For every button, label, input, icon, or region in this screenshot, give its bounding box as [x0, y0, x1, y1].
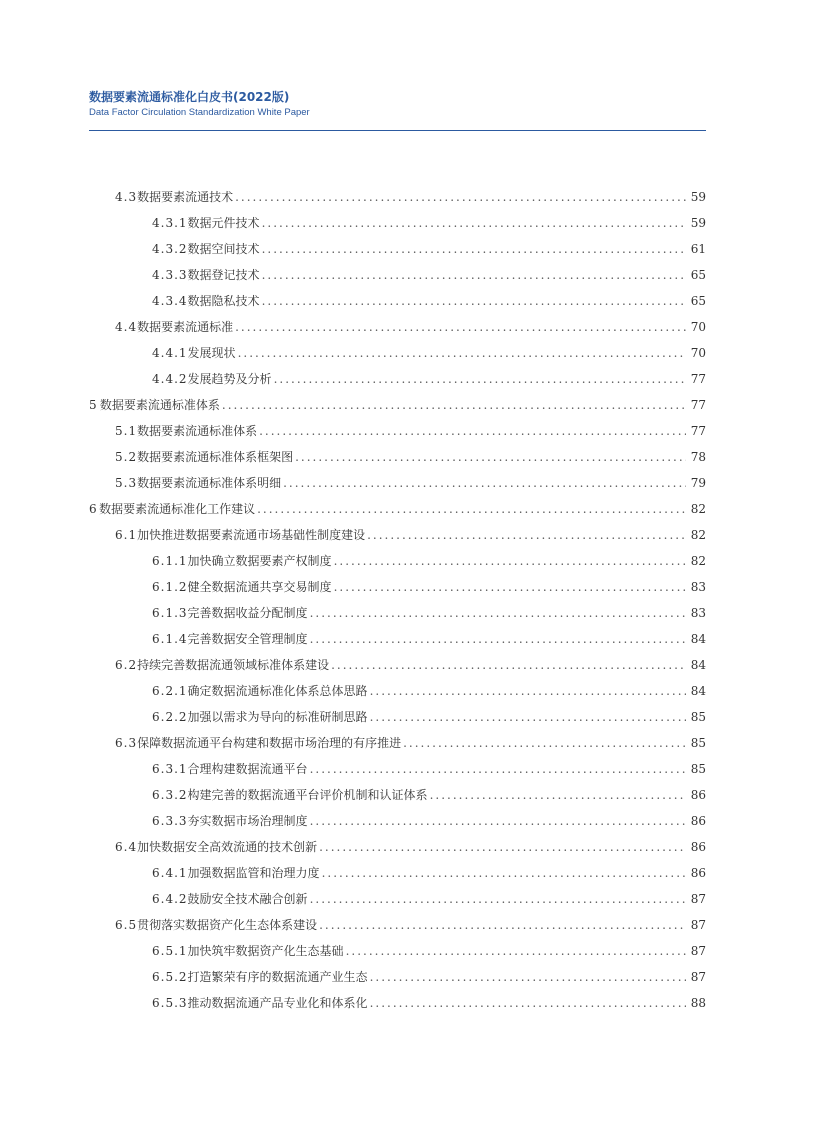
toc-entry[interactable] [89, 730, 706, 756]
toc-entry-title: 加快筑牢数据资产化生态基础 [187, 944, 344, 958]
toc-entry-title: 构建完善的数据流通平台评价机制和认证体系 [187, 788, 428, 802]
toc-entry-page: 86 [690, 866, 706, 880]
toc-entry-title: 数据要素流通标准体系 [137, 424, 258, 438]
toc-entry-page: 86 [690, 840, 706, 854]
toc-entry-title: 贯彻落实数据资产化生态体系建设 [137, 918, 318, 932]
toc-dot-leader [370, 964, 686, 990]
toc-entry-page: 77 [690, 424, 706, 438]
toc-entry-title: 加强以需求为导向的标准研制思路 [187, 710, 368, 724]
toc-dot-leader [319, 912, 686, 938]
toc-entry-number: 6.1 [115, 528, 138, 542]
toc-entry-page: 82 [690, 502, 706, 516]
toc-entry-number: 4.3.3 [152, 268, 188, 282]
toc-entry-page: 59 [690, 190, 706, 204]
header-divider [89, 130, 706, 131]
toc-entry[interactable] [89, 236, 706, 262]
toc-entry-page: 83 [690, 606, 706, 620]
toc-entry[interactable] [89, 938, 706, 964]
toc-dot-leader [283, 470, 686, 496]
toc-dot-leader [235, 184, 686, 210]
toc-entry-title: 加快推进数据要素流通市场基础性制度建设 [137, 528, 366, 542]
toc-entry-page: 82 [690, 554, 706, 568]
toc-entry[interactable] [89, 678, 706, 704]
toc-entry-number: 6.4 [115, 840, 138, 854]
toc-entry-title: 夯实数据市场治理制度 [187, 814, 308, 828]
toc-entry[interactable] [89, 886, 706, 912]
toc-entry-number: 5 [89, 398, 98, 412]
toc-dot-leader [295, 444, 686, 470]
toc-entry-title: 加快数据安全高效流通的技术创新 [137, 840, 318, 854]
toc-entry[interactable] [89, 782, 706, 808]
toc-dot-leader [346, 938, 686, 964]
toc-entry[interactable] [89, 522, 706, 548]
toc-entry-number: 6.3.3 [152, 814, 188, 828]
toc-dot-leader [334, 574, 686, 600]
toc-entry-title: 持续完善数据流通领域标准体系建设 [137, 658, 330, 672]
toc-entry-page: 84 [690, 632, 706, 646]
toc-entry-title: 数据要素流通标准体系框架图 [137, 450, 294, 464]
toc-entry[interactable] [89, 340, 706, 366]
toc-entry-page: 86 [690, 788, 706, 802]
toc-dot-leader [334, 548, 686, 574]
toc-dot-leader [262, 288, 686, 314]
toc-entry-number: 4.3 [115, 190, 138, 204]
toc-entry[interactable] [89, 548, 706, 574]
toc-entry[interactable] [89, 418, 706, 444]
toc-entry[interactable] [89, 288, 706, 314]
toc-dot-leader [274, 366, 686, 392]
toc-entry-title: 数据要素流通标准体系明细 [137, 476, 282, 490]
toc-entry[interactable] [89, 470, 706, 496]
toc-entry[interactable] [89, 652, 706, 678]
toc-entry[interactable] [89, 574, 706, 600]
toc-entry[interactable] [89, 262, 706, 288]
toc-entry-title: 鼓励安全技术融合创新 [187, 892, 308, 906]
toc-entry[interactable] [89, 210, 706, 236]
toc-dot-leader [235, 314, 686, 340]
toc-entry[interactable] [89, 990, 706, 1016]
toc-entry-number: 6.4.2 [152, 892, 188, 906]
toc-entry-title: 数据元件技术 [187, 216, 260, 230]
toc-entry-number: 4.4.2 [152, 372, 188, 386]
toc-dot-leader [262, 236, 686, 262]
toc-dot-leader [322, 860, 686, 886]
toc-entry-title: 发展趋势及分析 [187, 372, 272, 386]
toc-entry-title: 推动数据流通产品专业化和体系化 [187, 996, 368, 1010]
toc-entry-title: 数据要素流通技术 [137, 190, 234, 204]
toc-dot-leader [310, 756, 686, 782]
toc-dot-leader [310, 626, 686, 652]
toc-entry-title: 合理构建数据流通平台 [187, 762, 308, 776]
toc-entry[interactable] [89, 964, 706, 990]
toc-entry-number: 6.1.4 [152, 632, 188, 646]
toc-dot-leader [262, 210, 686, 236]
toc-entry-page: 77 [690, 398, 706, 412]
toc-entry-number: 6.3.1 [152, 762, 188, 776]
toc-entry-number: 6.4.1 [152, 866, 188, 880]
toc-entry-page: 85 [690, 710, 706, 724]
toc-entry-page: 61 [690, 242, 706, 256]
toc-entry-number: 4.4.1 [152, 346, 188, 360]
toc-entry-number: 5.3 [115, 476, 138, 490]
toc-entry[interactable] [89, 912, 706, 938]
toc-entry-page: 83 [690, 580, 706, 594]
toc-entry-title: 保障数据流通平台构建和数据市场治理的有序推进 [137, 736, 402, 750]
toc-entry-page: 85 [690, 762, 706, 776]
toc-entry-page: 87 [690, 892, 706, 906]
toc-entry-title: 数据登记技术 [187, 268, 260, 282]
toc-entry-number: 4.3.4 [152, 294, 188, 308]
toc-entry-page: 87 [690, 918, 706, 932]
toc-entry-title: 完善数据安全管理制度 [187, 632, 308, 646]
toc-entry-number: 4.4 [115, 320, 138, 334]
toc-entry-number: 6.3.2 [152, 788, 188, 802]
toc-dot-leader [259, 418, 686, 444]
toc-dot-leader [370, 704, 686, 730]
toc-entry-page: 77 [690, 372, 706, 386]
toc-dot-leader [310, 600, 686, 626]
toc-entry-page: 87 [690, 970, 706, 984]
toc-entry-title: 完善数据收益分配制度 [187, 606, 308, 620]
toc-entry-page: 85 [690, 736, 706, 750]
toc-entry-number: 6.5.2 [152, 970, 188, 984]
toc-entry-number: 6.1.3 [152, 606, 188, 620]
toc-entry-title: 数据空间技术 [187, 242, 260, 256]
toc-dot-leader [403, 730, 686, 756]
toc-entry[interactable] [89, 756, 706, 782]
toc-entry-number: 6.5.1 [152, 944, 188, 958]
toc-dot-leader [222, 392, 686, 418]
toc-entry-number: 6.1.1 [152, 554, 188, 568]
toc-entry-page: 70 [690, 320, 706, 334]
toc-entry-title: 加强数据监管和治理力度 [187, 866, 320, 880]
toc-entry-page: 70 [690, 346, 706, 360]
toc-entry-page: 78 [690, 450, 706, 464]
toc-entry[interactable] [89, 626, 706, 652]
toc-entry-number: 6.3 [115, 736, 138, 750]
toc-entry-page: 82 [690, 528, 706, 542]
toc-dot-leader [430, 782, 686, 808]
toc-dot-leader [310, 808, 686, 834]
toc-entry-title: 数据要素流通标准 [137, 320, 234, 334]
toc-entry-title: 数据隐私技术 [187, 294, 260, 308]
toc-entry-title: 数据要素流通标准体系 [99, 398, 220, 412]
toc-dot-leader [257, 496, 686, 522]
toc-dot-leader [331, 652, 686, 678]
toc-entry[interactable] [89, 314, 706, 340]
running-header [89, 89, 706, 119]
toc-entry-page: 59 [690, 216, 706, 230]
toc-entry-title: 发展现状 [187, 346, 236, 360]
toc-entry-number: 5.1 [115, 424, 138, 438]
toc-entry[interactable] [89, 808, 706, 834]
toc-entry-page: 87 [690, 944, 706, 958]
toc-entry[interactable] [89, 600, 706, 626]
header-subtitle: Data Factor Circulation Standardization White Paper [89, 107, 310, 118]
toc-entry[interactable] [89, 444, 706, 470]
header-title: 数据要素流通标准化白皮书(2022版) [89, 90, 290, 104]
toc-entry-title: 确定数据流通标准化体系总体思路 [187, 684, 368, 698]
toc-dot-leader [262, 262, 686, 288]
toc-entry-title: 数据要素流通标准化工作建议 [99, 502, 256, 516]
toc-entry-page: 84 [690, 684, 706, 698]
toc-entry-number: 6.2.2 [152, 710, 188, 724]
toc-dot-leader [370, 990, 686, 1016]
toc-dot-leader [238, 340, 686, 366]
toc-entry-number: 6 [89, 502, 98, 516]
toc-entry-page: 65 [690, 294, 706, 308]
toc-dot-leader [319, 834, 686, 860]
toc-entry-number: 6.2 [115, 658, 138, 672]
toc-entry-number: 6.1.2 [152, 580, 188, 594]
toc-entry-title: 加快确立数据要素产权制度 [187, 554, 332, 568]
toc-entry[interactable] [89, 366, 706, 392]
toc-entry-title: 打造繁荣有序的数据流通产业生态 [187, 970, 368, 984]
toc-dot-leader [367, 522, 686, 548]
toc-entry-number: 6.2.1 [152, 684, 188, 698]
toc-entry-page: 79 [690, 476, 706, 490]
table-of-contents [89, 184, 706, 1016]
toc-entry[interactable] [89, 392, 706, 418]
toc-entry-page: 65 [690, 268, 706, 282]
toc-dot-leader [310, 886, 686, 912]
toc-entry[interactable] [89, 834, 706, 860]
toc-entry[interactable] [89, 496, 706, 522]
toc-entry-title: 健全数据流通共享交易制度 [187, 580, 332, 594]
toc-entry-number: 6.5.3 [152, 996, 188, 1010]
toc-entry[interactable] [89, 704, 706, 730]
toc-entry-page: 86 [690, 814, 706, 828]
toc-entry[interactable] [89, 860, 706, 886]
toc-entry-number: 6.5 [115, 918, 138, 932]
toc-entry-page: 88 [690, 996, 706, 1010]
toc-entry[interactable] [89, 184, 706, 210]
toc-entry-number: 5.2 [115, 450, 138, 464]
toc-dot-leader [370, 678, 686, 704]
toc-entry-number: 4.3.1 [152, 216, 188, 230]
toc-entry-number: 4.3.2 [152, 242, 188, 256]
toc-entry-page: 84 [690, 658, 706, 672]
